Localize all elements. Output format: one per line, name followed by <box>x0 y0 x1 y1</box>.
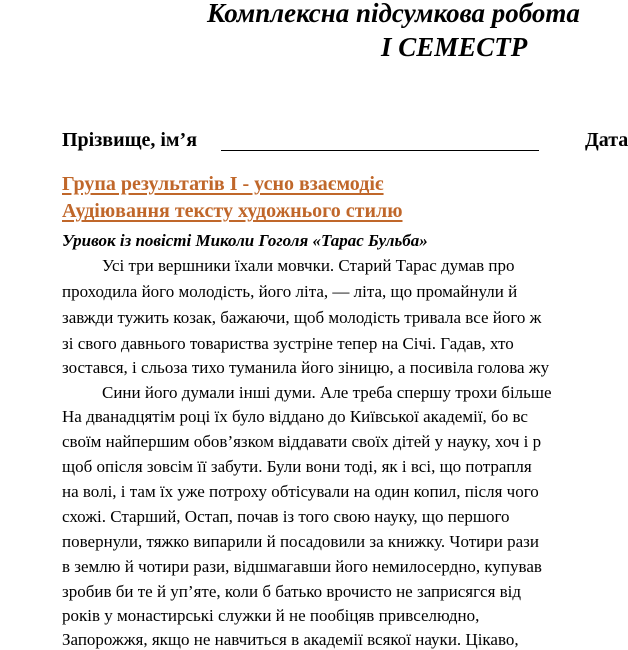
body-line: зостався, і сльоза тихо туманила його зіницю, а посивіла голова жу <box>62 358 550 377</box>
body-line: зробив би те й уп’яте, коли б батько врочисто не заприсягся від <box>62 582 522 601</box>
body-line: Усі три вершники їхали мовчки. Старий Тарас думав про <box>102 256 515 275</box>
body-line: на волі, і там їх уже потроху обтісували на один копил, після чого <box>62 482 539 501</box>
body-line: своїм найпершим обов’язком віддавати своїх дітей у науку, хоч і р <box>62 432 542 451</box>
body-line: На дванадцятім році їх було віддано до Київської академії, бо вс <box>62 407 528 426</box>
body-line: зі свого давнього товариства зустріне тепер на Січі. Гадав, хто <box>62 334 514 353</box>
name-label: Прізвище, ім’я <box>62 129 198 151</box>
body-line: схожі. Старший, Остап, почав із того свою науку, що першого <box>62 507 510 526</box>
page-title: Комплексна підсумкова робота <box>207 0 580 28</box>
page-subtitle: І СЕМЕСТР <box>381 32 528 62</box>
name-blank-line <box>221 150 539 151</box>
body-line: Запорожжя, якщо не навчиться в академії всякої науки. Цікаво, <box>62 630 519 649</box>
listening-heading: Аудіювання тексту художнього стилю <box>62 200 403 222</box>
body-line: в землю й чотири рази, відшмагавши його немилосердно, купував <box>62 557 542 576</box>
body-line: проходила його молодість, його літа, — літа, що промайнули й <box>62 282 518 301</box>
results-group-heading: Група результатів І - усно взаємодіє <box>62 173 384 195</box>
body-line: повернули, тяжко випарили й посадовили за книжку. Чотири рази <box>62 532 539 551</box>
date-label: Дата <box>585 129 628 151</box>
excerpt-title: Уривок із повісті Миколи Гоголя «Тарас Бульба» <box>62 231 428 250</box>
body-line: років у монастирські служки й не пообіцяв привселюдно, <box>62 606 480 625</box>
body-line: завжди тужить козак, бажаючи, щоб молодість тривала все його ж <box>62 308 542 327</box>
body-line: щоб опісля зовсім її забути. Були вони тоді, як і всі, що потрапля <box>62 457 532 476</box>
body-line: Сини його думали інші думи. Але треба спершу трохи більше <box>102 383 552 402</box>
